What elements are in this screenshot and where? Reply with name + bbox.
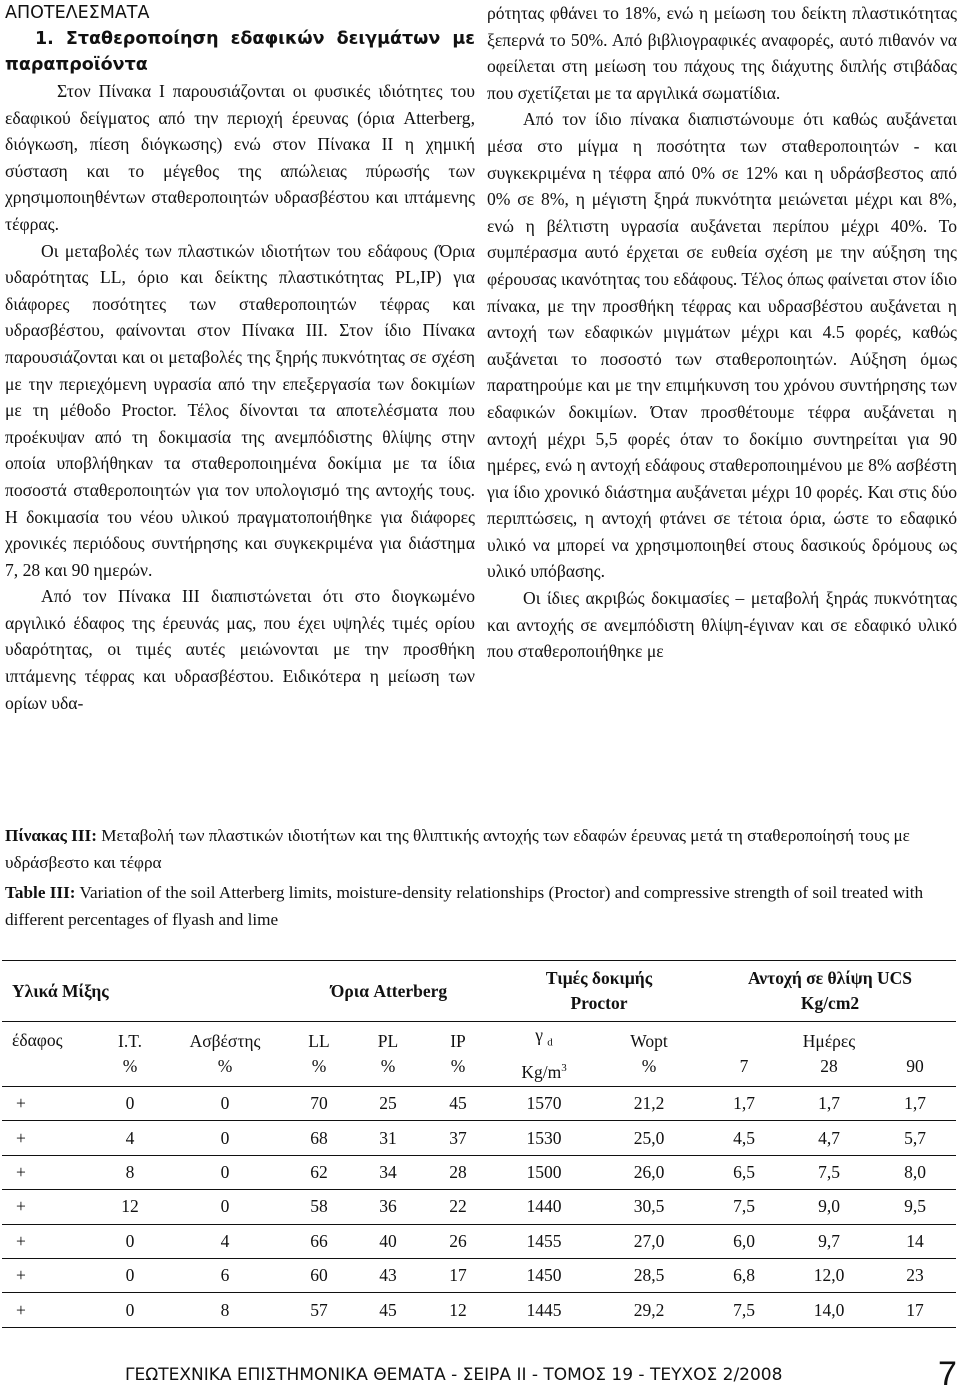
- table-cell: 1570: [494, 1087, 594, 1121]
- table-cell: 0: [166, 1155, 284, 1189]
- caption-label: Table III:: [5, 883, 76, 902]
- table-cell: 36: [354, 1190, 422, 1224]
- table-cell: 34: [354, 1155, 422, 1189]
- table-cell: 14: [874, 1224, 956, 1258]
- table-cell: 31: [354, 1121, 422, 1155]
- table-cell: 9,7: [784, 1224, 874, 1258]
- left-column: [5, 0, 475, 716]
- header-dry-density: γ $_d$ $Kg/m^3$: [494, 1022, 594, 1087]
- table-cell: 8: [166, 1293, 284, 1327]
- right-column: [487, 0, 957, 665]
- header-days-90: 90: [874, 1022, 956, 1087]
- table-cell: 62: [284, 1155, 354, 1189]
- table-cell: 22: [422, 1190, 494, 1224]
- table-cell: 12: [422, 1293, 494, 1327]
- table-cell: 26,0: [594, 1155, 704, 1189]
- header-ash: Ι.Τ. %: [94, 1022, 166, 1087]
- table-cell: 58: [284, 1190, 354, 1224]
- table-cell: 6,8: [704, 1258, 784, 1292]
- table-row: [2, 1190, 956, 1224]
- table-cell: +: [2, 1190, 94, 1224]
- table-cell: 1530: [494, 1121, 594, 1155]
- header-mix: Υλικά Μίξης: [2, 961, 284, 1022]
- table-cell: 1,7: [874, 1087, 956, 1121]
- table-cell: 1500: [494, 1155, 594, 1189]
- header-soil: έδαφος: [2, 1022, 94, 1087]
- table-cell: 4,7: [784, 1121, 874, 1155]
- caption-text: Μεταβολή των πλαστικών ιδιοτήτων και της θλιπτικής αντοχής των εδαφών έρευνας μετά τη σταθεροποίησή τους με υδράσβεστο και τέφρα: [5, 826, 910, 872]
- table-cell: 37: [422, 1121, 494, 1155]
- paragraph: Οι μεταβολές των πλαστικών ιδιοτήτων του εδάφους (Όρια υδαρότητας LL, όριο και δείκτης πλαστικότητας PL,IP) για διάφορες ποσότητες των σταθεροποιητών τέφρας και υδρασβέστου, φαίνονται στον Πίνακα ΙΙΙ. Στον ίδιο Πίνακα παρουσιάζονται και οι μεταβολές της ξηρής πυκνότητας σε σχέση με την περιεχόμενη υγρασία από την επεξεργασία των δοκιμίων με τη μέθοδο Proctor. Τέλος δίνονται τα αποτελέσματα που προέκυψαν από τη δοκιμασία της ανεμπόδιστης θλίψης στην οποία υποβλήθηκαν τα σταθεροποιημένα δοκίμια με τα ίδια ποσοστά σταθεροποιητών για τον υπολογισμό της αντοχής τους. Η δοκιμασία του νέου υλικού πραγματοποιήθηκε για διάφορες χρονικές περιόδους συντήρησης και συγκεκριμένα για διάστημα 7, 28 και 90 ημερών.: [5, 240, 475, 580]
- table-cell: 68: [284, 1121, 354, 1155]
- table-cell: 4,5: [704, 1121, 784, 1155]
- table-body: [2, 1087, 956, 1328]
- table-row: [2, 1224, 956, 1258]
- table-cell: 25: [354, 1087, 422, 1121]
- table-row: [2, 1155, 956, 1189]
- table-cell: 7,5: [704, 1190, 784, 1224]
- table-cell: 1455: [494, 1224, 594, 1258]
- table-cell: 26: [422, 1224, 494, 1258]
- table-cell: 0: [94, 1293, 166, 1327]
- table-cell: 0: [94, 1224, 166, 1258]
- table-cell: 0: [166, 1190, 284, 1224]
- journal-title: ΓΕΩΤΕΧΝΙΚΑ ΕΠΙΣΤΗΜΟΝΙΚΑ ΘΕΜΑΤΑ - ΣΕΙΡΑ ΙΙ - ΤΟΜΟΣ 19 - ΤΕΥΧΟΣ 2/2008: [125, 1365, 783, 1385]
- page-number: 7: [938, 1355, 957, 1393]
- header-pl: PL %: [354, 1022, 422, 1087]
- caption-text: Variation of the soil Atterberg limits, moisture-density relationships (Proctor) and compressive strength of soil treated with different percentages of flyash and lime: [5, 883, 924, 929]
- table-cell: 0: [94, 1087, 166, 1121]
- table-cell: 8: [94, 1155, 166, 1189]
- table-cell: 6,0: [704, 1224, 784, 1258]
- table-cell: 7,5: [784, 1155, 874, 1189]
- table-sub-header: [2, 1022, 956, 1087]
- caption-label: Πίνακας ΙΙΙ:: [5, 826, 97, 845]
- table-cell: 45: [354, 1293, 422, 1327]
- table-cell: 6: [166, 1258, 284, 1292]
- table-cell: 23: [874, 1258, 956, 1292]
- table-row: [2, 1121, 956, 1155]
- header-atterberg: Όρια Atterberg: [284, 961, 494, 1022]
- table-cell: 1445: [494, 1293, 594, 1327]
- table-cell: 60: [284, 1258, 354, 1292]
- header-proctor: Τιμές δοκιμής Proctor: [494, 961, 704, 1022]
- table-cell: 66: [284, 1224, 354, 1258]
- section-heading: ΑΠΟΤΕΛΕΣΜΑΤΑ: [5, 3, 150, 23]
- paragraph: ρότητας φθάνει το 18%, ενώ η μείωση του δείκτη πλαστικότητας ξεπερνά το 50%. Από βιβλιογραφικές αναφορές, αυτό πιθανόν να οφείλεται στη μείωση του πάχους της διάχυτης διπλής στιβάδας που σχετίζεται με τα αργιλικά σωματίδια.: [487, 3, 957, 103]
- table-cell: 43: [354, 1258, 422, 1292]
- header-wopt: Wopt %: [594, 1022, 704, 1087]
- table-cell: +: [2, 1258, 94, 1292]
- header-ucs: Αντοχή σε θλίψη UCS Kg/cm2: [704, 961, 956, 1022]
- results-table: [2, 960, 956, 1328]
- table-cell: 5,7: [874, 1121, 956, 1155]
- header-ll: LL %: [284, 1022, 354, 1087]
- table-cell: 40: [354, 1224, 422, 1258]
- table-cell: 70: [284, 1087, 354, 1121]
- table-cell: 1440: [494, 1190, 594, 1224]
- table-cell: +: [2, 1121, 94, 1155]
- table-cell: 4: [94, 1121, 166, 1155]
- table-cell: 57: [284, 1293, 354, 1327]
- table-cell: 0: [94, 1258, 166, 1292]
- table-cell: +: [2, 1224, 94, 1258]
- header-days-28: Ημέρες 28: [784, 1022, 874, 1087]
- table-cell: 28,5: [594, 1258, 704, 1292]
- table-cell: 8,0: [874, 1155, 956, 1189]
- table-cell: 9,5: [874, 1190, 956, 1224]
- subsection-title: 1. Σταθεροποίηση εδαφικών δειγμάτων με παραπροϊόντα: [5, 29, 475, 75]
- table-captions: [5, 822, 957, 936]
- table-cell: 1,7: [784, 1087, 874, 1121]
- header-days-7: 7: [704, 1022, 784, 1087]
- paragraph: Από τον Πίνακα ΙΙΙ διαπιστώνεται ότι στο διογκωμένο αργιλικό έδαφος της έρευνάς μας, που έχει υψηλές τιμές ορίου υδαρότητας, οι τιμές αυτές μειώνονται με την προσθήκη ιπτάμενης τέφρας και υδρασβέστου. Ειδικότερα η μείωση των ορίων υδα-: [5, 586, 475, 713]
- table-cell: 0: [166, 1087, 284, 1121]
- table-cell: 7,5: [704, 1293, 784, 1327]
- table-cell: 4: [166, 1224, 284, 1258]
- table-cell: 21,2: [594, 1087, 704, 1121]
- table-cell: 6,5: [704, 1155, 784, 1189]
- paragraph: Οι ίδιες ακριβώς δοκιμασίες – μεταβολή ξηράς πυκνότητας και αντοχής σε ανεμπόδιστη θλίψη-έγιναν και σε εδαφικό υλικό που σταθεροποιήθηκε με: [487, 588, 957, 662]
- caption-greek: [5, 822, 957, 876]
- paragraph: Στον Πίνακα Ι παρουσιάζονται οι φυσικές ιδιότητες του εδαφικού δείγματος από την περιοχή έρευνας (όρια Atterberg, διόγκωση, πίεση διόγκωσης) ενώ στον Πίνακα ΙΙ η χημική σύσταση και το μέγεθος της απώλειας πύρωσής των χρησιμοποιηθέντων σταθεροποιητών υδρασβέστου και ιπτάμενης τέφρας.: [5, 81, 475, 234]
- table-cell: 27,0: [594, 1224, 704, 1258]
- table-cell: 29,2: [594, 1293, 704, 1327]
- table-cell: 17: [422, 1258, 494, 1292]
- table-cell: 17: [874, 1293, 956, 1327]
- table-row: [2, 1293, 956, 1327]
- table-row: [2, 1258, 956, 1292]
- table-cell: +: [2, 1087, 94, 1121]
- table-cell: +: [2, 1155, 94, 1189]
- table-cell: 25,0: [594, 1121, 704, 1155]
- header-ip: IP %: [422, 1022, 494, 1087]
- table-cell: +: [2, 1293, 94, 1327]
- header-lime: Ασβέστης %: [166, 1022, 284, 1087]
- table-cell: 0: [166, 1121, 284, 1155]
- table-cell: 1450: [494, 1258, 594, 1292]
- table-cell: 28: [422, 1155, 494, 1189]
- paragraph: Από τον ίδιο πίνακα διαπιστώνουμε ότι καθώς αυξάνεται μέσα στο μίγμα η ποσότητα των σταθεροποιητών - και συγκεκριμένα η τέφρα από 0% σε 12% και η υδράσβεστος από 0% σε 8%, η μέγιστη ξηρά πυκνότητα μειώνεται μέχρι και 8%, ενώ η βέλτιστη υγρασία αυξάνεται περίπου μέχρι 40%. Το συμπέρασμα αυτό έρχεται σε ευθεία σχέση με την αύξηση της φέρουσας ικανότητας του εδάφους. Τέλος όπως φαίνεται στον ίδιο πίνακα, με την προσθήκη τέφρας και υδρασβέστου αυξάνεται η αντοχή των εδαφικών μιγμάτων μέχρι και 4.5 φορές, καθώς αυξάνεται το ποσοστό των σταθεροποιητών. Αύξηση όμως παρατηρούμε και με την επιμήκυνση του χρόνου συντήρησης των εδαφικών δοκιμίων. Όταν προσθέτουμε τέφρα αυξάνεται η αντοχή μέχρι 5,5 φορές όταν το δοκίμιο συντηρείται για 90 ημέρες, ενώ η αντοχή εδάφους σταθεροποιημένου με 8% ασβέστη για ίδιο χρονικό διάστημα αυξάνεται μέχρι 10 φορές. Και στις δύο περιπτώσεις, η αντοχή φτάνει σε τέτοια όρια, ώστε το εδαφικό υλικό να μπορεί να χρησιμοποιηθεί στους δασικούς δρόμους ως υλικό υπόβασης.: [487, 109, 957, 582]
- table-group-header: [2, 961, 956, 1022]
- table-cell: 30,5: [594, 1190, 704, 1224]
- table-cell: 12,0: [784, 1258, 874, 1292]
- caption-english: [5, 879, 957, 933]
- table-row: [2, 1087, 956, 1121]
- table-cell: 1,7: [704, 1087, 784, 1121]
- table-cell: 12: [94, 1190, 166, 1224]
- table-cell: 9,0: [784, 1190, 874, 1224]
- table-cell: 14,0: [784, 1293, 874, 1327]
- table-cell: 45: [422, 1087, 494, 1121]
